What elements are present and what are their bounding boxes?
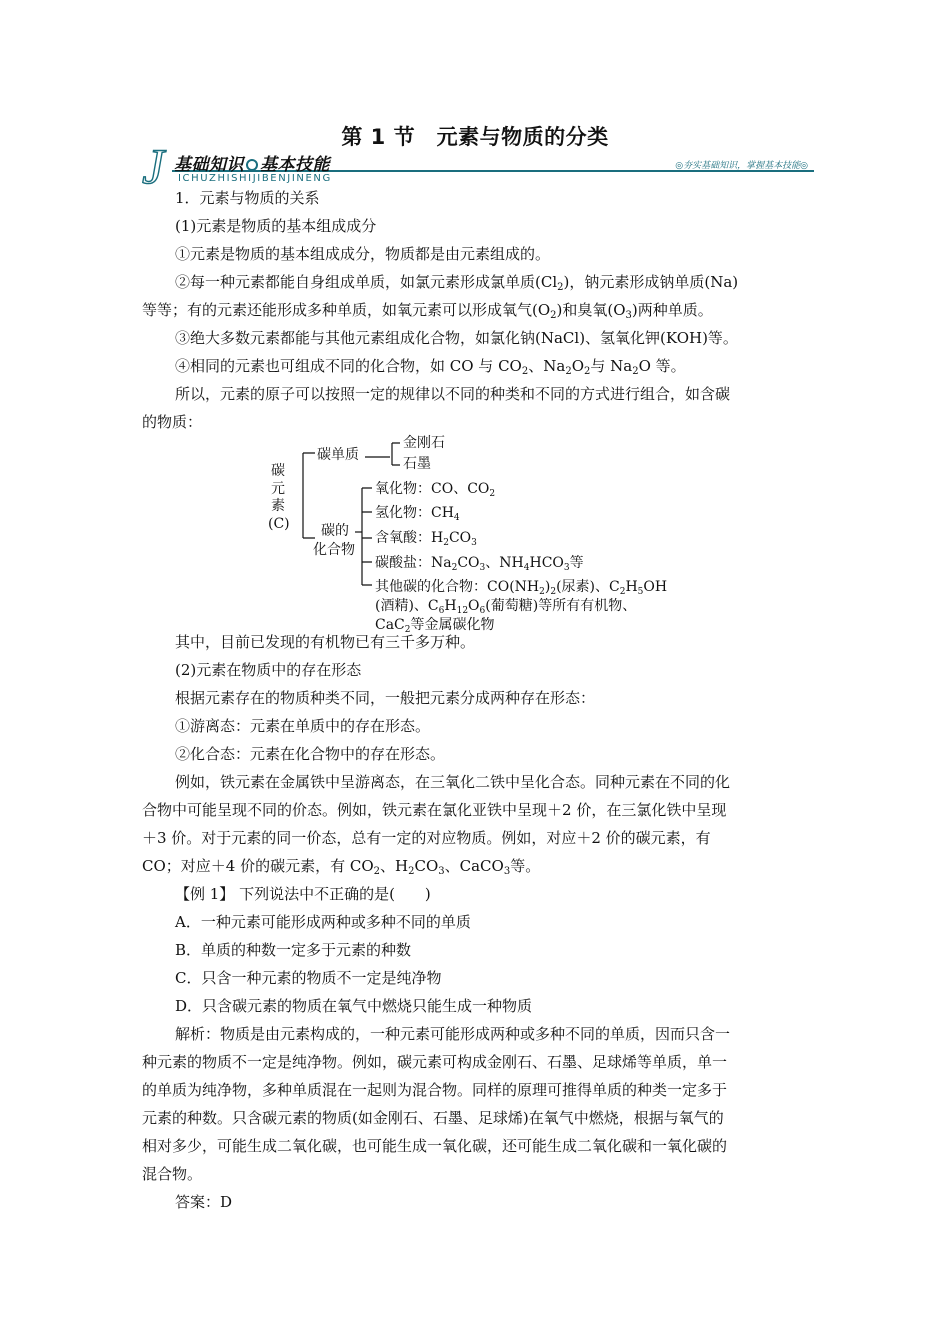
tree-node-hydride: 氢化物：$CH_4$ (375, 505, 460, 523)
section-banner (142, 138, 814, 194)
subsection-heading: (1)元素是物质的基本组成成分 (175, 217, 377, 235)
tree-node-diamond: 金刚石 (403, 435, 445, 451)
paragraph: ③绝大多数元素都能与其他元素组成化合物，如氯化钠(NaCl)、氢氧化钾(KOH)等。 (175, 329, 738, 347)
paragraph: 等等；有的元素还能形成多种单质，如氧元素可以形成氧气$(O_2)$和臭氧$(O_3)$两种单质。 (142, 301, 713, 321)
paragraph: ④相同的元素也可组成不同的化合物，如 CO 与 $CO_2$、$Na_2O_2$与 $Na_2O$ 等。 (175, 357, 686, 377)
paragraph: ②每一种元素都能自身组成单质，如氯元素形成氯单质$(Cl_2)$，钠元素形成钠单质(Na) (175, 273, 739, 293)
paragraph: 根据元素存在的物质种类不同，一般把元素分成两种存在形态： (175, 689, 596, 707)
tree-root-3: 素 (271, 498, 285, 514)
paragraph: ②化合态：元素在化合物中的存在形态。 (175, 745, 446, 763)
example-question: 【例 1】 下列说法中不正确的是( ) (175, 885, 431, 903)
carbon-classification-diagram (265, 430, 695, 635)
tree-root-1: 碳 (271, 463, 285, 479)
option-b: B．单质的种数一定多于元素的种数 (175, 941, 412, 959)
paragraph: 所以，元素的原子可以按照一定的规律以不同的种类和不同的方式进行组合，如含碳 (175, 385, 731, 403)
tree-node-graphite: 石墨 (403, 456, 431, 472)
option-d: D．只含碳元素的物质在氧气中燃烧只能生成一种物质 (175, 997, 533, 1015)
tree-node-salt: 碳酸盐：$Na_2CO_3$、$NH_4HCO_3$等 (375, 555, 584, 573)
subsection-heading: (2)元素在物质中的存在形态 (175, 661, 362, 679)
option-a: A．一种元素可能形成两种或多种不同的单质 (175, 913, 471, 931)
page-title: 第 1 节 元素与物质的分类 (341, 125, 609, 149)
banner-tagline: ◎夯实基础知识，掌握基本技能◎ (675, 161, 808, 171)
banner-pinyin: ICHUZHISHIJIBENJINENG (178, 173, 332, 184)
paragraph: ＋3 价。对于元素的同一价态，总有一定的对应物质。例如，对应＋2 价的碳元素，有 (142, 829, 711, 847)
tree-node-other: CaC$_2$等金属碳化物 (375, 617, 495, 635)
paragraph: 合物中可能呈现不同的价态。例如，铁元素在氯化亚铁中呈现＋2 价，在三氯化铁中呈现 (142, 801, 727, 819)
tree-root-4: (C) (268, 516, 290, 532)
paragraph: CO；对应＋4 价的碳元素，有 $CO_2$、$H_2CO_3$、CaCO$_3$等。 (142, 857, 541, 877)
analysis: 相对多少，可能生成二氧化碳，也可能生成一氧化碳，还可能生成二氧化碳和一氧化碳的 (142, 1137, 728, 1155)
analysis: 的单质为纯净物，多种单质混在一起则为混合物。同样的原理可推得单质的种类一定多于 (142, 1081, 728, 1099)
section-heading: 1．元素与物质的关系 (175, 189, 320, 207)
tree-node-other: (酒精)、$C_6H_{12}O_6$(葡萄糖)等所有有机物、 (375, 598, 637, 616)
tree-node-compound: 化合物 (313, 542, 355, 558)
tree-node-acid: 含氧酸：$H_2CO_3$ (375, 530, 477, 548)
paragraph: ①元素是物质的基本组成成分，物质都是由元素组成的。 (175, 245, 551, 263)
analysis: 解析：物质是由元素构成的，一种元素可能形成两种或多种不同的单质，因而只含一 (175, 1025, 731, 1043)
paragraph: ①游离态：元素在单质中的存在形态。 (175, 717, 431, 735)
ring-icon (246, 159, 258, 171)
analysis: 混合物。 (142, 1165, 203, 1183)
banner-title: 基础知识 基本技能 (174, 155, 330, 175)
answer: 答案：D (175, 1193, 233, 1211)
option-c: C．只含一种元素的物质不一定是纯净物 (175, 969, 442, 987)
tree-node-compound: 碳的 (321, 523, 349, 539)
analysis: 种元素的物质不一定是纯净物。例如，碳元素可构成金刚石、石墨、足球烯等单质，单一 (142, 1053, 728, 1071)
tree-node-single: 碳单质 (317, 447, 359, 463)
tree-root-2: 元 (271, 481, 285, 497)
paragraph: 的物质： (142, 413, 203, 431)
banner-letter: J (142, 138, 165, 194)
tree-node-other: 其他碳的化合物：$CO(NH_2)_2$(尿素)、$C_2H_5OH$ (375, 579, 668, 597)
paragraph: 例如，铁元素在金属铁中呈游离态，在三氧化二铁中呈化合态。同种元素在不同的化 (175, 773, 731, 791)
tree-node-oxide: 氧化物：CO、$CO_2$ (375, 481, 496, 499)
paragraph: 其中，目前已发现的有机物已有三千多万种。 (175, 633, 476, 651)
analysis: 元素的种数。只含碳元素的物质(如金刚石、石墨、足球烯)在氧气中燃烧，根据与氧气的 (142, 1109, 724, 1127)
